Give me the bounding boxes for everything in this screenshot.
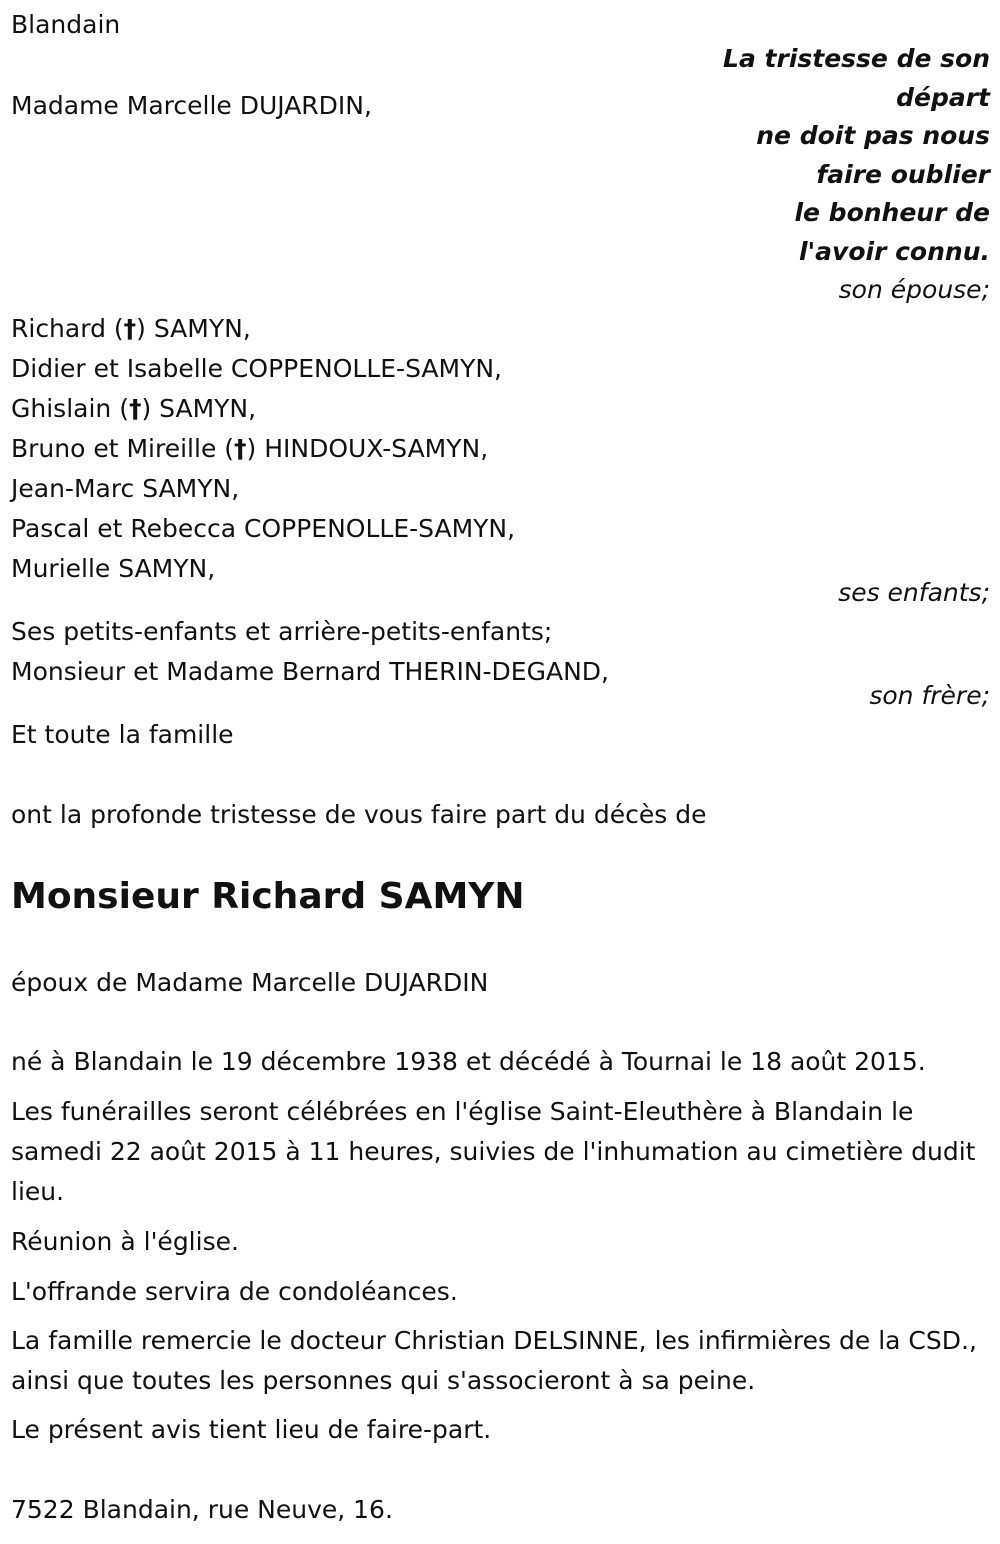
address-line: 7522 Blandain, rue Neuve, 16. <box>11 1495 393 1524</box>
child-name-text: Pascal et Rebecca COPPENOLLE-SAMYN, <box>11 514 516 543</box>
cross-icon: † <box>128 394 142 423</box>
cross-icon: † <box>123 314 137 343</box>
funeral-paragraph: Les funérailles seront célébrées en l'église Saint-Eleuthère à Blandain le samedi 22 août 2015 à 11 heures, suivies de l'inhumation au cimetière dudit lieu. <box>11 1097 976 1206</box>
child-name <box>11 389 256 429</box>
brother-relation: son frère; <box>869 681 990 710</box>
child-name <box>11 349 502 389</box>
notice-line: Le présent avis tient lieu de faire-part. <box>11 1415 492 1444</box>
child-name-text: Didier et Isabelle COPPENOLLE-SAMYN, <box>11 354 502 383</box>
child-name <box>11 429 488 469</box>
deceased-name: Monsieur Richard SAMYN <box>11 876 525 917</box>
quote-line: départ <box>896 82 990 112</box>
grandchildren-line: Ses petits-enfants et arrière-petits-enfants; <box>11 617 553 646</box>
child-name-text: ) HINDOUX-SAMYN, <box>246 434 489 463</box>
child-name <box>11 469 239 509</box>
quote-line: ne doit pas nous <box>756 121 990 150</box>
place-heading: Blandain <box>11 10 121 39</box>
quote-line: faire oublier <box>816 159 990 189</box>
offering-line: L'offrande servira de condoléances. <box>11 1277 458 1306</box>
spouse-name: Madame Marcelle DUJARDIN, <box>11 91 372 120</box>
cross-icon: † <box>234 434 247 463</box>
quote-line: le bonheur de <box>794 198 990 227</box>
spouse-relation: son épouse; <box>838 275 990 304</box>
brother-name: Monsieur et Madame Bernard THERIN-DEGAND, <box>11 657 609 686</box>
thanks-paragraph: La famille remercie le docteur Christian DELSINNE, les infirmières de la CSD., ainsi que toutes les personnes qui s'associeront à sa peine. <box>11 1326 977 1395</box>
child-name-text: ) SAMYN, <box>141 394 257 423</box>
memorial-quote <box>723 40 990 271</box>
announcement-line: ont la profonde tristesse de vous faire part du décès de <box>11 800 707 829</box>
quote-line: l'avoir connu. <box>798 236 990 266</box>
birth-death-line: né à Blandain le 19 décembre 1938 et décédé à Tournai le 18 août 2015. <box>11 1047 926 1076</box>
child-name-text: Ghislain ( <box>11 394 129 423</box>
meeting-line: Réunion à l'église. <box>11 1227 239 1256</box>
child-name <box>11 309 251 349</box>
child-name-text: Bruno et Mireille ( <box>11 434 235 463</box>
quote-line: La tristesse de son <box>723 44 990 73</box>
child-name <box>11 509 515 549</box>
child-name-text: Jean-Marc SAMYN, <box>11 474 240 503</box>
children-relation: ses enfants; <box>838 578 990 607</box>
child-name-text: Murielle SAMYN, <box>11 554 216 583</box>
child-name <box>11 549 215 589</box>
child-name-text: ) SAMYN, <box>136 314 251 343</box>
deceased-spouse-line: époux de Madame Marcelle DUJARDIN <box>11 968 489 997</box>
child-name-text: Richard ( <box>11 314 124 343</box>
family-line: Et toute la famille <box>11 720 234 749</box>
